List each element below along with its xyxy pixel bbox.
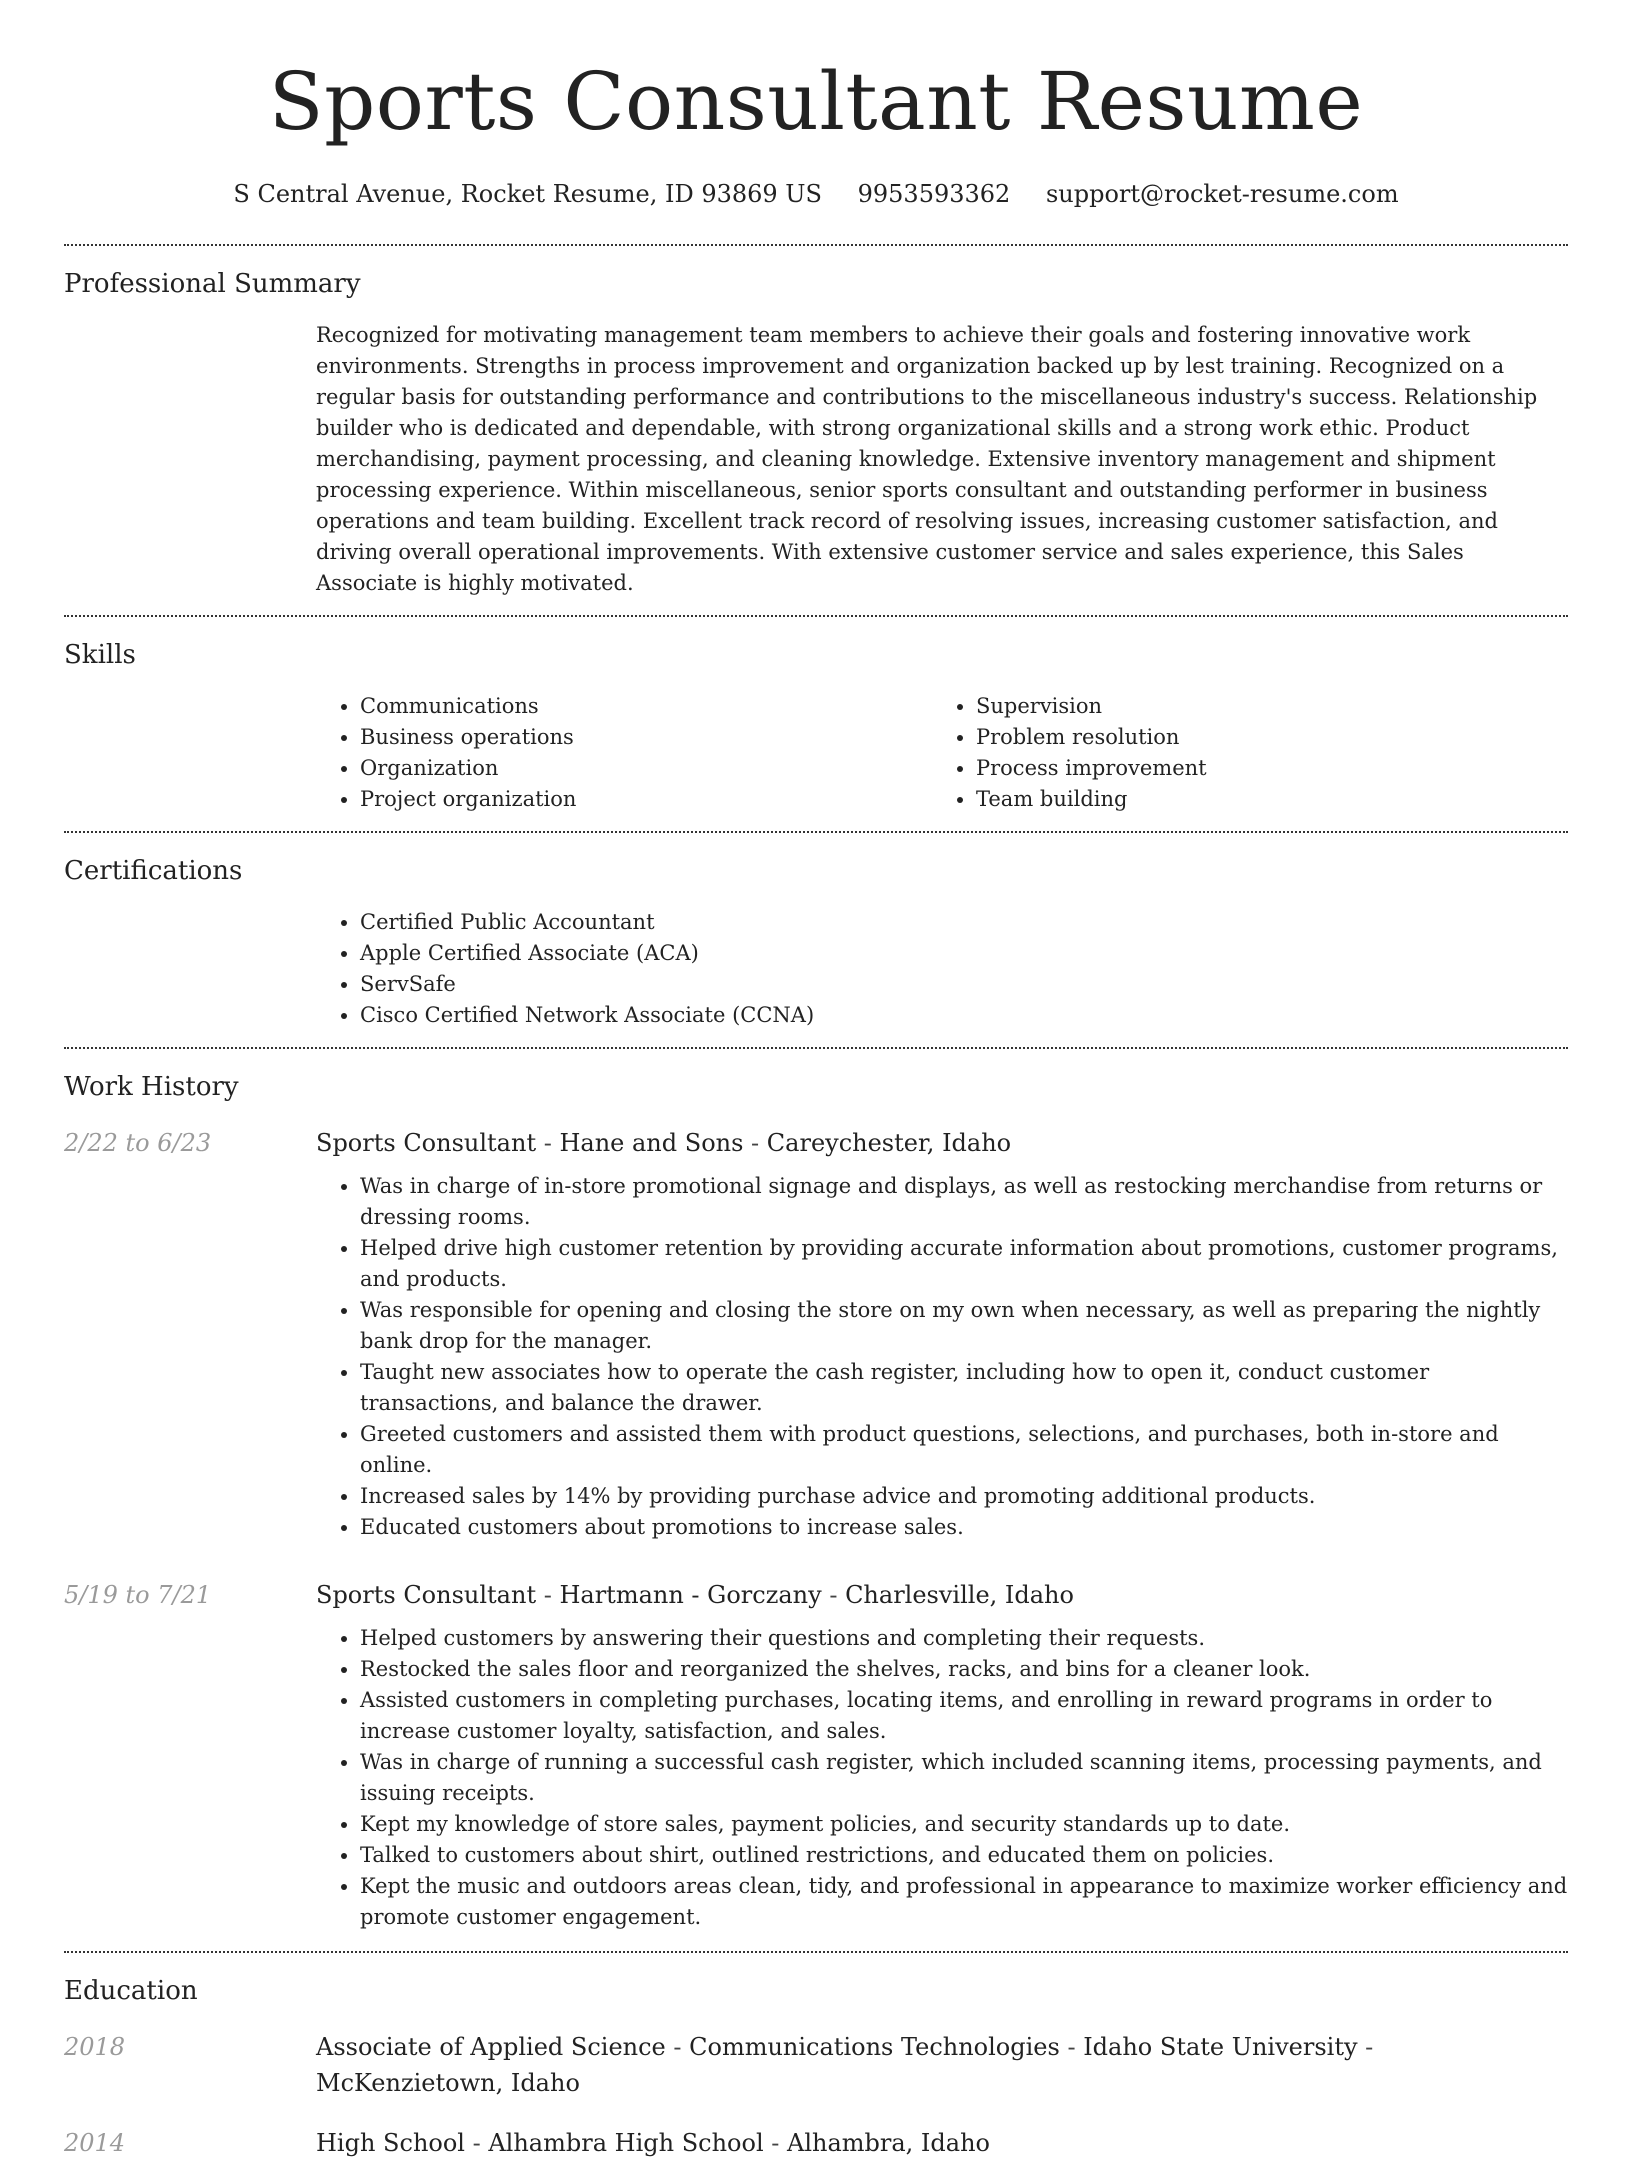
job-entry [64,1105,1568,1543]
summary-text: Recognized for motivating management team members to achieve their goals and fostering innovative work environments. Strengths in process improvement and organization backed up by lest training. Recognized on a regular basis for outstanding performance and contributions to the miscellaneous industry's success. Relationship builder who is dedicated and dependable, with strong organizational skills and a strong work ethic. Product merchandising, payment processing, and cleaning knowledge. Extensive inventory management and shipment processing experience. Within miscellaneous, senior sports consultant and outstanding performer in business operations and team building. Excellent track record of resolving issues, increasing customer satisfaction, and driving overall operational improvements. With extensive customer service and sales experience, this Sales Associate is highly motivated. [316,323,1538,595]
education-school: Alhambra High School [488,2129,764,2157]
job-bullet: • Educated customers about promotions to increase sales. [360,1512,1568,1543]
education-degree: Associate of Applied Science [316,2033,666,2061]
education-entry [64,2009,1568,2101]
job-bullet: • Was in charge of running a successful cash register, which included scanning items, processing payments, and issuing receipts. [360,1747,1568,1809]
education-title-line [316,2029,1568,2101]
job-bullet: • Was responsible for opening and closing the store on my own when necessary, as well as preparing the nightly bank drop for the manager. [360,1295,1568,1357]
certifications-section [64,833,1568,1047]
job-bullet: • Kept the music and outdoors areas clean, tidy, and professional in appearance to maximize worker efficiency and promote customer engagement. [360,1871,1568,1933]
certifications-list [316,889,1568,1047]
education-school: Idaho State University [1083,2033,1358,2061]
job-bullets [316,1161,1568,1543]
certification-item: • ServSafe [360,969,1568,1000]
education-location: Alhambra, Idaho [787,2129,990,2157]
separator: - [1357,2033,1374,2061]
job-company: Hane and Sons [559,1129,744,1157]
job-dates: 2/22 to 6/23 [64,1129,212,1157]
skills-column-left [316,691,932,815]
skills-list-left [316,691,932,815]
education-entry [64,2101,1568,2161]
certifications-heading: Certifications [64,856,243,886]
job-dates: 5/19 to 7/21 [64,1581,212,1609]
job-bullet-list [316,1623,1568,1933]
job-company: Hartmann - Gorczany [559,1581,822,1609]
job-location: Careychester, Idaho [766,1129,1012,1157]
job-title-line [316,1125,1568,1161]
job-bullet: • Assisted customers in completing purchases, locating items, and enrolling in reward programs in order to increase customer loyalty, satisfaction, and sales. [360,1685,1568,1747]
summary-heading: Professional Summary [64,269,361,299]
contact-line [64,178,1568,210]
separator: - [536,1129,560,1157]
education-heading: Education [64,1976,198,2006]
skill-item: • Business operations [360,722,932,753]
skills-heading: Skills [64,640,136,670]
contact-address: S Central Avenue, Rocket Resume, ID 93869 US [233,180,822,208]
skill-item: • Communications [360,691,932,722]
job-bullet: • Kept my knowledge of store sales, payment policies, and security standards up to date. [360,1809,1568,1840]
job-bullet: • Talked to customers about shirt, outlined restrictions, and educated them on policies. [360,1840,1568,1871]
job-role: Sports Consultant [316,1581,537,1609]
education-details [316,2125,1568,2161]
contact-email: support@rocket-resume.com [1045,180,1399,208]
job-bullet-list [316,1171,1568,1543]
job-bullet: • Was in charge of in-store promotional signage and displays, as well as restocking merchandise from returns or dressing rooms. [360,1171,1568,1233]
resume-header [64,0,1568,210]
resume-title: Sports Consultant Resume [268,55,1364,148]
skills-grid [316,673,1568,831]
summary-section [64,246,1568,615]
job-title-line [316,1577,1568,1613]
separator: - [665,2033,690,2061]
skill-item: • Team building [976,784,1548,815]
job-bullet: • Greeted customers and assisted them with product questions, selections, and purchases, both in-store and online. [360,1419,1568,1481]
separator: - [763,2129,787,2157]
job-bullet: • Taught new associates how to operate the cash register, including how to open it, conduct customer transactions, and balance the drawer. [360,1357,1568,1419]
skills-column-right [932,691,1548,815]
separator: - [1059,2033,1084,2061]
job-location: Charlesville, Idaho [845,1581,1074,1609]
education-details [316,2029,1568,2101]
job-bullet: • Helped drive high customer retention by providing accurate information about promotions, customer programs, and products. [360,1233,1568,1295]
education-year: 2014 [64,2129,126,2157]
job-details [316,1125,1568,1543]
education-field: Communications Technologies [689,2033,1060,2061]
contact-phone: 9953593362 [857,180,1011,208]
job-bullet: • Helped customers by answering their questions and completing their requests. [360,1623,1568,1654]
job-bullet: • Increased sales by 14% by providing purchase advice and promoting additional products. [360,1481,1568,1512]
education-degree: High School [316,2129,465,2157]
education-section [64,1953,1568,2161]
job-details [316,1577,1568,1933]
certification-item: • Certified Public Accountant [360,907,1568,938]
job-role: Sports Consultant [316,1129,537,1157]
work-history-heading: Work History [64,1072,239,1102]
skill-item: • Project organization [360,784,932,815]
skills-list-right [932,691,1548,815]
certification-item: • Apple Certified Associate (ACA) [360,938,1568,969]
certification-item: • Cisco Certified Network Associate (CCNA) [360,1000,1568,1031]
separator: - [743,1129,767,1157]
education-year: 2018 [64,2033,126,2061]
job-entry [64,1543,1568,1951]
skills-section [64,617,1568,831]
separator: - [536,1581,560,1609]
skill-item: • Process improvement [976,753,1548,784]
skill-item: • Organization [360,753,932,784]
separator: - [464,2129,489,2157]
skill-item: • Supervision [976,691,1548,722]
education-location: McKenzietown, Idaho [316,2069,580,2097]
job-bullet: • Restocked the sales floor and reorganized the shelves, racks, and bins for a cleaner look. [360,1654,1568,1685]
education-title-line [316,2125,1568,2161]
work-history-section [64,1049,1568,1951]
skill-item: • Problem resolution [976,722,1548,753]
certifications-bullets [316,907,1568,1031]
job-bullets [316,1613,1568,1933]
separator: - [821,1581,846,1609]
